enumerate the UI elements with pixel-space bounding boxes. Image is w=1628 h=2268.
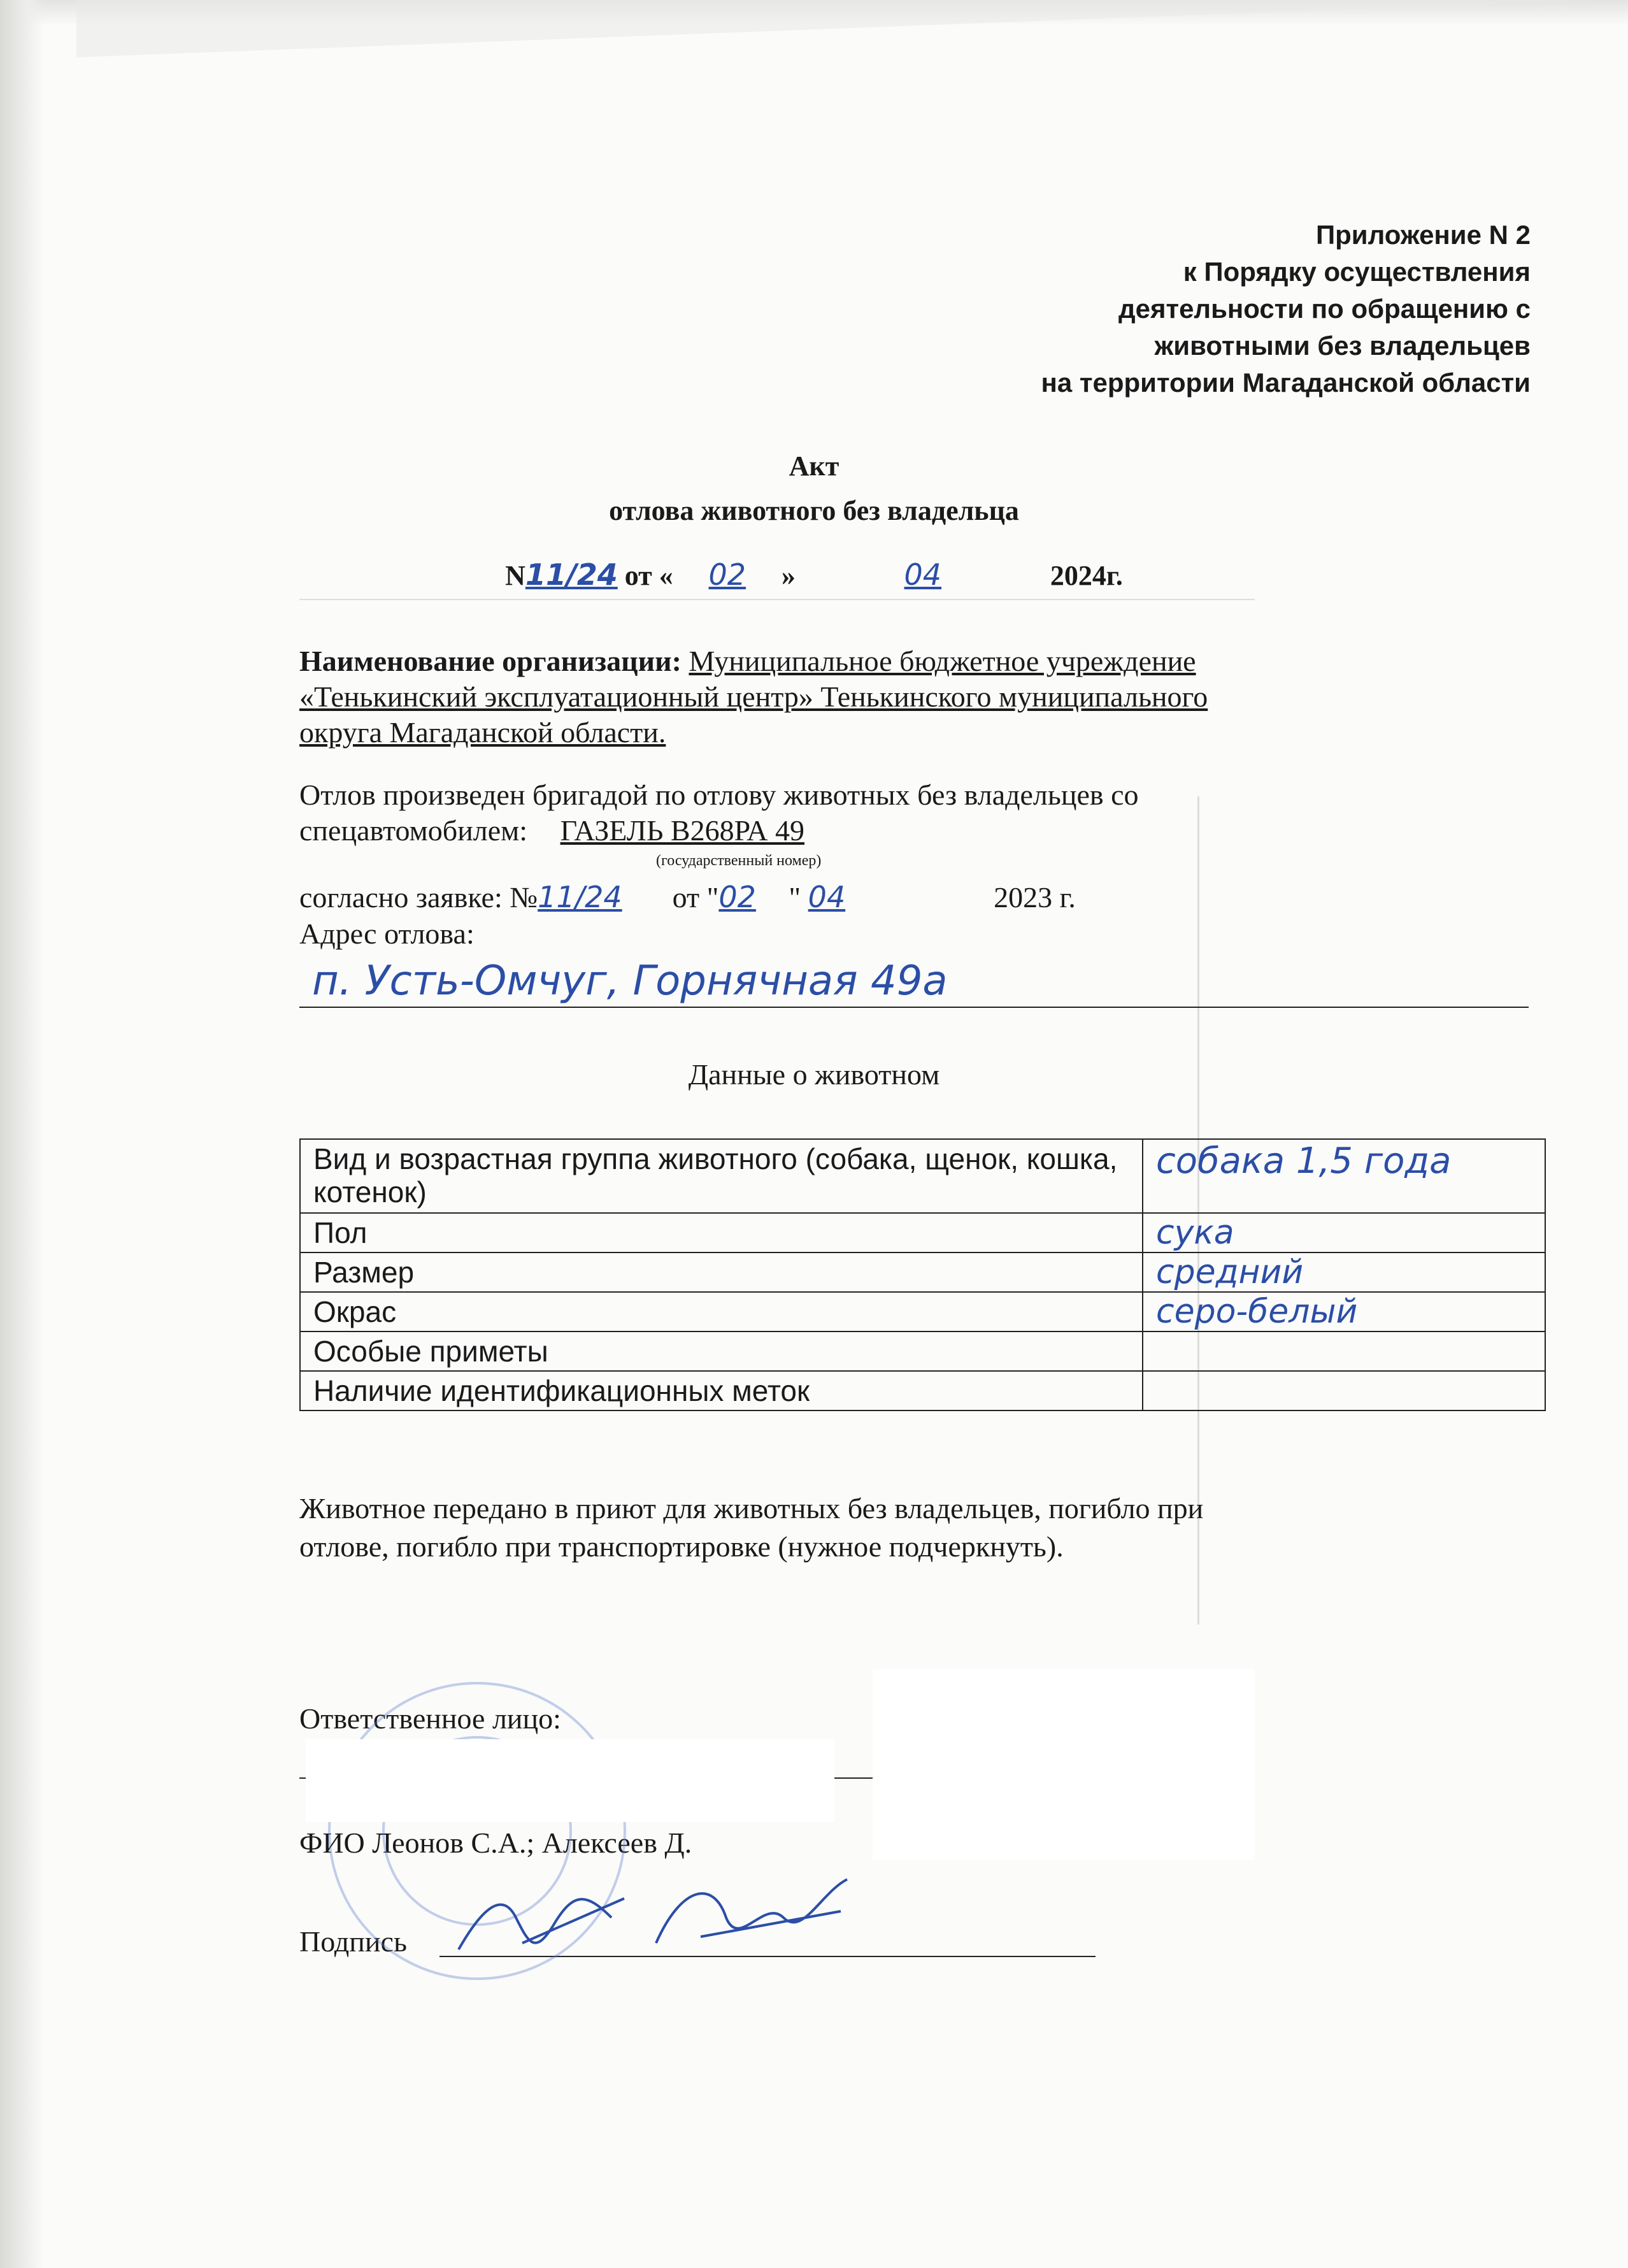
- act-year: 2024г.: [1050, 560, 1123, 591]
- request-quote: ": [789, 881, 801, 914]
- request-number: 11/24: [538, 880, 622, 914]
- act-title: Акт: [789, 450, 839, 482]
- table-row: [300, 1331, 1545, 1371]
- request-from: от ": [672, 881, 719, 914]
- table-row: [300, 1371, 1545, 1410]
- row-value-color: серо-белый: [1143, 1292, 1545, 1331]
- organization-name-1: Муниципальное бюджетное учреждение: [689, 645, 1196, 677]
- request-line: [299, 879, 1459, 915]
- folded-corner: [76, 0, 1592, 57]
- appendix-line-1: Приложение N 2: [1315, 220, 1531, 250]
- table-row: [300, 1252, 1545, 1292]
- row-value-species: собака 1,5 года: [1143, 1139, 1545, 1213]
- act-month-value: 04: [904, 557, 942, 592]
- row-label-color: Окрас: [300, 1292, 1143, 1331]
- act-subtitle: отлова животного без владельца: [609, 495, 1019, 526]
- request-day: 02: [718, 880, 756, 914]
- act-day-value: 02: [708, 557, 746, 592]
- row-label-size: Размер: [300, 1252, 1143, 1292]
- organization-block: [299, 643, 1459, 750]
- row-label-sex: Пол: [300, 1213, 1143, 1252]
- table-row: [300, 1213, 1545, 1252]
- organization-name-2: «Тенькинский эксплуатационный центр» Тенькинского муниципального: [299, 680, 1208, 713]
- capture-line-2: [299, 813, 1459, 849]
- address-label: Адрес отлова:: [299, 917, 475, 950]
- signature-2-image: [637, 1867, 866, 1969]
- bleed-through-rule: [299, 599, 1255, 600]
- act-number-line: [0, 557, 1628, 593]
- redaction-box: [873, 1669, 1255, 1860]
- row-label-marks: Особые приметы: [300, 1331, 1143, 1371]
- act-number-value: 11/24: [525, 557, 618, 592]
- table-row: [300, 1139, 1545, 1213]
- responsible-label: Ответственное лицо:: [299, 1702, 561, 1735]
- vehicle-number: ГАЗЕЛЬ В268РА 49: [560, 814, 804, 847]
- responsible-fio: ФИО Леонов С.А.; Алексеев Д.: [299, 1827, 692, 1859]
- row-label-tags: Наличие идентификационных меток: [300, 1371, 1143, 1410]
- animal-section-title: Данные о животном: [688, 1058, 940, 1091]
- scan-shadow-left: [0, 0, 45, 2268]
- row-value-marks: [1143, 1331, 1545, 1371]
- from-label: от «: [624, 560, 673, 591]
- row-value-sex: сука: [1143, 1213, 1545, 1252]
- signature-1-image: [446, 1879, 637, 1969]
- appendix-line-3: деятельности по обращению с: [1118, 294, 1531, 324]
- vehicle-caption: (государственный номер): [656, 852, 822, 869]
- request-year: 2023 г.: [994, 881, 1076, 914]
- request-month: 04: [808, 880, 846, 914]
- transfer-line-1: Животное передано в приют для животных без владельцев, погибло при: [299, 1492, 1204, 1525]
- appendix-line-2: к Порядку осуществления: [1183, 257, 1531, 287]
- vehicle-label: спецавтомобилем:: [299, 814, 528, 847]
- animal-table: [299, 1138, 1546, 1411]
- request-label: согласно заявке: №: [299, 881, 538, 914]
- address-value: п. Усть-Омчуг, Горнячная 49а: [312, 958, 948, 1005]
- row-value-size: средний: [1143, 1252, 1545, 1292]
- organization-label: Наименование организации:: [299, 645, 682, 677]
- transfer-line-2: отлове, погибло при транспортировке (нужное подчеркнуть).: [299, 1530, 1064, 1563]
- row-value-tags: [1143, 1371, 1545, 1410]
- appendix-header: [766, 217, 1531, 401]
- organization-name-3: округа Магаданской области.: [299, 716, 666, 749]
- table-row: [300, 1292, 1545, 1331]
- address-underline: [299, 1007, 1529, 1008]
- redaction-box: [306, 1739, 834, 1822]
- signature-label: Подпись: [299, 1925, 407, 1958]
- appendix-line-4: животными без владельцев: [1154, 331, 1531, 361]
- capture-line-1: Отлов произведен бригадой по отлову животных без владельцев со: [299, 779, 1139, 811]
- appendix-line-5: на территории Магаданской области: [1041, 368, 1531, 398]
- close-quote: »: [781, 560, 796, 591]
- number-prefix: N: [505, 560, 525, 591]
- row-label-species: Вид и возрастная группа животного (собака, щенок, кошка, котенок): [300, 1139, 1143, 1213]
